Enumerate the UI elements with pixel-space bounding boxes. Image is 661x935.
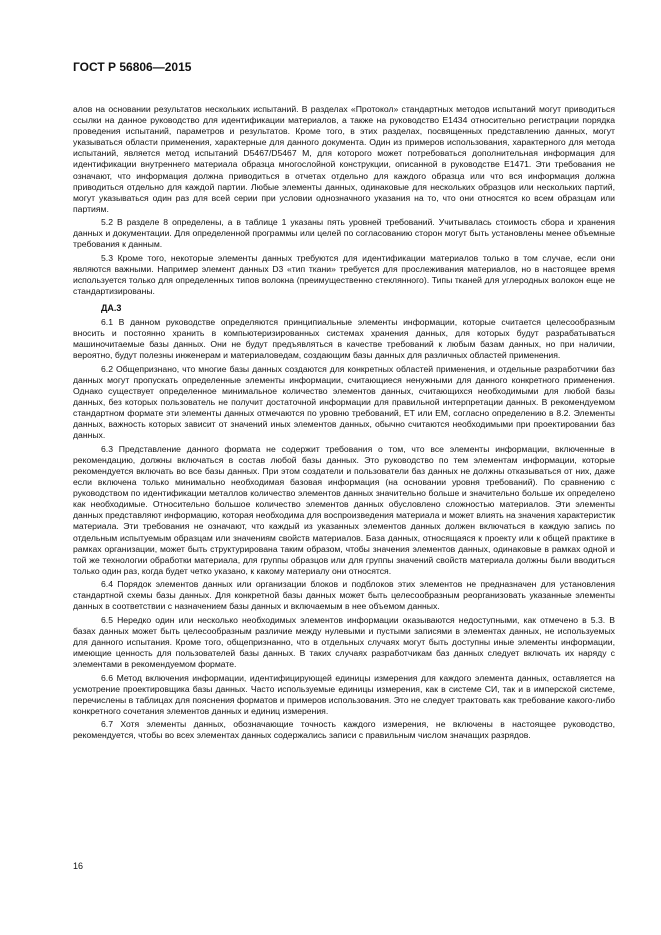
- paragraph-6-5: 6.5 Нередко один или несколько необходимых элементов информации оказываются недоступными, как отмечено в 5.3. В базах данных может быть целесообразным различие между нулевыми и пустыми записями в элементах данных, не используемых для данного испытания. Кроме того, общепризнанно, что в отдельных случаях могут быть доступны иные элементы информации, имеющие ценность для пользователей базы данных. В таких случаях разработчикам баз данных следует включать их наряду с элементами в рекомендуемом формате.: [73, 614, 615, 670]
- document-header: ГОСТ Р 56806—2015: [73, 60, 192, 74]
- paragraph-continuation: алов на основании результатов нескольких испытаний. В разделах «Протокол» стандартных методов испытаний могут приводиться ссылки на данное руководство для идентификации материалов, а также на руководство Е1434 относительно регистрации порядка проведения испытаний, параметров и результатов. Кроме того, в этих разделах, посвященных представлению данных, могут указываться области применения, характерные для данного документа. Один из примеров использования, характерного для метода испытаний, является метод испытаний D5467/D5467 М, для которого может потребоваться дополнительная информация для идентификации внутреннего материала образца многослойной конструкции, описанной в руководстве Е1471. Эти требования не означают, что информация должна приводиться в отчетах отдельно для каждого образца или что вся информация должна приводиться отдельно для каждой партии. Любые элементы данных, одинаковые для нескольких образцов или нескольких партий, могут указываться один раз для всей серии при условии однозначного указания на то, что они относятся ко всем образцам или партиям.: [73, 104, 615, 214]
- section-heading: ДА.3: [101, 303, 122, 314]
- page-number: 16: [73, 861, 84, 871]
- paragraph-6-4: 6.4 Порядок элементов данных или организации блоков и подблоков этих элементов не предназначен для установления стандартной схемы базы данных. Для конкретной базы данных может быть целесообразным реорганизовать указанные элементы данных в соответствии с назначением базы данных и включаемым в нее объемом данных.: [73, 579, 615, 612]
- paragraph-6-6: 6.6 Метод включения информации, идентифицирующей единицы измерения для каждого элемента данных, оставляется на усмотрение проектировщика базы данных. Часто используемые единицы измерения, как в системе СИ, так и в имперской системе, перечислены в таблицах для пояснения форматов и примеров использования. Это не следует трактовать как требование какого-либо конкретного сочетания элементов данных и единиц измерения.: [73, 672, 615, 716]
- paragraph-6-1: 6.1 В данном руководстве определяются принципиальные элементы информации, которые считается целесообразным вносить и постоянно хранить в компьютеризированных системах хранения данных, для которых будут разрабатываться машиночитаемые базы данных. Они не будут предъявляться в качестве требований к любым базам данных, но при наличии, вероятно, будут полезны инженерам и материаловедам, создающим базы данных для различных областей применения.: [73, 317, 615, 361]
- document-body: [73, 104, 615, 744]
- paragraph-6-3: 6.3 Представление данного формата не содержит требования о том, что все элементы информации, включенные в рекомендацию, должны включаться в состав любой базы данных. Это руководство по тем элементам информации, которые рекомендуется включать во все базы данных. При этом создатели и пользователи баз данных не должны отказываться от них, даже если включена только минимально необходимая базовая информация (на основании уровня требований). По сравнению с руководством по идентификации металлов количество элементов данных значительно больше и значительно больше их определено как необходимые. Относительно большое количество элементов данных обусловлено сложностью материалов. Эти элементы данных представляют информацию, которая необходима для воспроизведения материала и может влиять на значения характеристик материала. Эти требования не означают, что каждый из указанных элементов данных должен включаться в каждую запись по отдельным испытуемым образцам или значениям свойств материалов. База данных, относящаяся к проекту или к общей практике в рамках организации, может быть структурирована таким образом, чтобы значения элементов данных, одинаковые в рамках одной и той же технологии обработки материала, для группы образцов или для группы значений свойств материала должны были вводиться только один раз, когда будет четко указано, к какому материалу они относятся.: [73, 443, 615, 576]
- paragraph-6-2: 6.2 Общепризнано, что многие базы данных создаются для конкретных областей применения, и отдельные разработчики баз данных могут пропускать определенные элементы информации, считающиеся ненужными для данного конкретного применения. Однако существует определенное минимальное количество элементов данных, считающихся необходимыми для любой базы данных, без которых пользователь не получит достаточной информации для правильной интерпретации данных. В рекомендуемом стандартном формате эти элементы данных отмечаются по уровню требований, ЕТ или ЕМ, согласно определению в 8.2. Элементы данных, важность которых зависит от значений иных элементов данных, обычно считаются необходимыми при проектировании баз данных.: [73, 363, 615, 441]
- paragraph-6-7: 6.7 Хотя элементы данных, обозначающие точность каждого измерения, не включены в настоящее руководство, рекомендуется, чтобы во всех элементах данных содержались записи с правильным числом значащих разрядов.: [73, 719, 615, 741]
- paragraph-5-3: 5.3 Кроме того, некоторые элементы данных требуются для идентификации материалов только в том случае, если они являются важными. Например элемент данных D3 «тип ткани» требуется для прослеживания материалов, но в настоящее время используется только для определенных типов волокна (преимущественно стеклянного). Типы тканей для углеродных волокон еще не стандартизированы.: [73, 252, 615, 297]
- paragraph-5-2: 5.2 В разделе 8 определены, а в таблице 1 указаны пять уровней требований. Учитывалась стоимость сбора и хранения данных и документации. Для определенной программы или целей по согласованию сторон могут быть установлены менее объемные требования к данным.: [73, 217, 615, 250]
